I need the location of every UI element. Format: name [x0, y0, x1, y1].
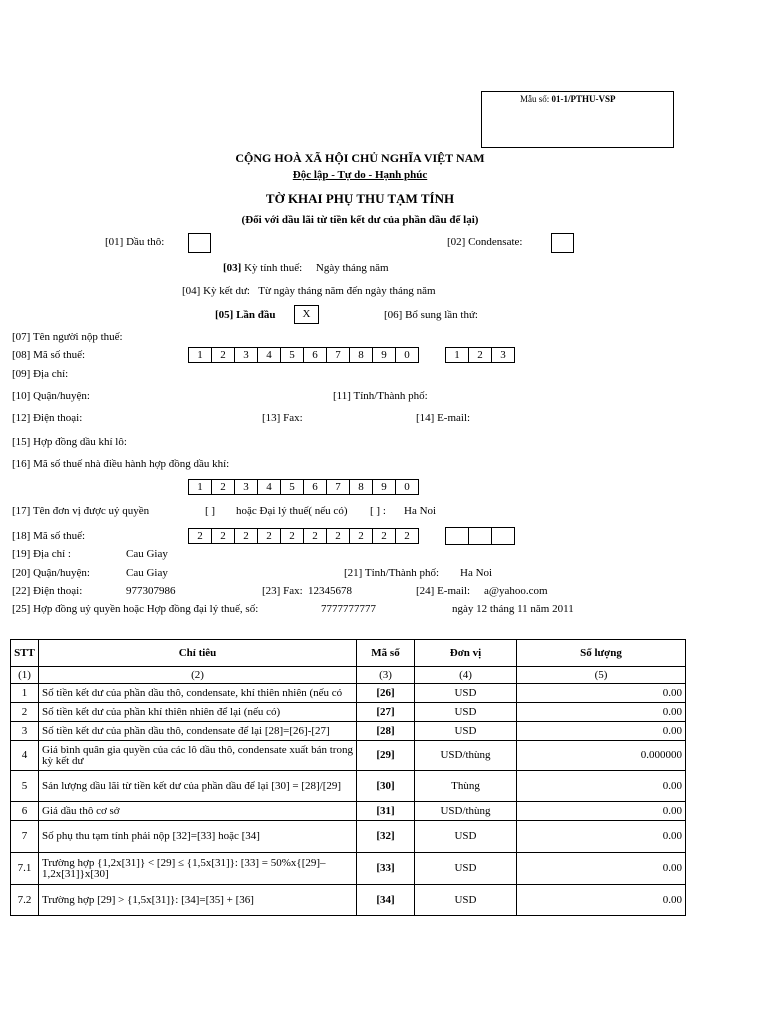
field-01-label: [01] Dầu thô: — [105, 236, 165, 248]
field-22: [22] Điện thoại: — [12, 585, 83, 597]
field-12: [12] Điện thoại: — [12, 412, 83, 424]
row-unit: USD — [415, 703, 517, 722]
header-desc: Chỉ tiêu — [39, 640, 357, 667]
table-row — [11, 703, 686, 722]
field-03: [03] Kỳ tính thuế: Ngày tháng năm — [223, 262, 389, 274]
digit-cell[interactable]: 5 — [280, 347, 304, 363]
field-14: [14] E-mail: — [416, 412, 471, 424]
row-desc: Số tiền kết dư của phần khí thiên nhiên để lại (nếu có) — [39, 703, 357, 722]
row-code: [26] — [357, 684, 415, 703]
digit-cell[interactable]: 8 — [349, 479, 373, 495]
row-unit: USD — [415, 885, 517, 916]
row-desc: Số tiền kết dư của phần dầu thô, condensate để lại [28]=[26]-[27] — [39, 722, 357, 741]
digit-cell[interactable]: 2 — [211, 347, 235, 363]
field-22-value: 977307986 — [126, 585, 176, 597]
digit-cell[interactable]: 0 — [395, 347, 419, 363]
country-title: CỘNG HOÀ XÃ HỘI CHỦ NGHĨA VIỆT NAM — [235, 151, 485, 165]
digit-cell[interactable]: 0 — [395, 479, 419, 495]
field-23: [23] Fax: — [262, 585, 303, 597]
row-code: [30] — [357, 771, 415, 802]
row-qty[interactable]: 0.00 — [517, 703, 686, 722]
table-row — [11, 802, 686, 821]
field-21: [21] Tỉnh/Thành phố: — [344, 567, 440, 579]
table-row — [11, 885, 686, 916]
digit-cell[interactable]: 5 — [280, 479, 304, 495]
field-04: [04] Kỳ kết dư: Từ ngày tháng năm đến ngày tháng năm — [182, 285, 436, 297]
field-10: [10] Quận/huyện: — [12, 390, 90, 402]
digit-cell[interactable]: 2 — [468, 347, 492, 363]
table-cell: (3) — [357, 667, 415, 684]
digit-cell[interactable]: 2 — [257, 528, 281, 544]
row-desc: Giá dầu thô cơ sở — [39, 802, 357, 821]
row-desc: Trường hợp [29] > {1,5x[31]}: [34]=[35] + [36] — [39, 885, 357, 916]
header-qty: Số lượng — [517, 640, 686, 667]
digit-cell[interactable]: 2 — [349, 528, 373, 544]
table-cell: (5) — [517, 667, 686, 684]
digit-cell[interactable] — [468, 527, 492, 545]
digit-cell[interactable]: 7 — [326, 347, 350, 363]
field-17-option-2[interactable]: [ ] : — [370, 505, 386, 517]
digit-cell[interactable]: 9 — [372, 347, 396, 363]
field-01-checkbox[interactable] — [188, 233, 211, 253]
field-05-label: [05] Lần đầu — [215, 309, 276, 321]
declaration-table — [10, 639, 686, 916]
digit-cell[interactable]: 4 — [257, 479, 281, 495]
field-21-value: Ha Noi — [460, 567, 493, 579]
digit-cell[interactable]: 2 — [280, 528, 304, 544]
digit-cell[interactable]: 2 — [326, 528, 350, 544]
field-19: [19] Địa chỉ : — [12, 548, 71, 560]
digit-cell[interactable]: 2 — [372, 528, 396, 544]
digit-cell[interactable]: 2 — [188, 528, 212, 544]
row-unit: USD — [415, 821, 517, 853]
row-stt: 7 — [11, 821, 39, 853]
row-stt: 7.2 — [11, 885, 39, 916]
digit-cell[interactable]: 4 — [257, 347, 281, 363]
row-stt: 2 — [11, 703, 39, 722]
table-row — [11, 684, 686, 703]
field-24-value: a@yahoo.com — [484, 585, 548, 597]
row-unit: USD — [415, 853, 517, 885]
digit-cell[interactable]: 7 — [326, 479, 350, 495]
row-unit: USD — [415, 722, 517, 741]
row-desc: Số tiền kết dư của phần dầu thô, condensate, khí thiên nhiên (nếu có — [39, 684, 357, 703]
row-desc: Trường hợp {1,2x[31]} < [29] ≤ {1,5x[31]}: [33] = 50%x{[29]–1,2x[31]}x[30] — [39, 853, 357, 885]
row-qty[interactable]: 0.00 — [517, 821, 686, 853]
digit-cell[interactable]: 3 — [234, 479, 258, 495]
digit-cell[interactable]: 2 — [211, 528, 235, 544]
field-25: [25] Hợp đồng uỷ quyền hoặc Hợp đồng đại lý thuế, số: — [12, 603, 259, 615]
row-code: [28] — [357, 722, 415, 741]
row-qty[interactable]: 0.00 — [517, 802, 686, 821]
form-code: Mẫu số: 01-1/PTHU-VSP — [520, 94, 616, 104]
row-code: [32] — [357, 821, 415, 853]
table-row — [11, 771, 686, 802]
form-subtitle: (Đối với dầu lãi từ tiền kết dư của phần dầu để lại) — [241, 214, 479, 226]
row-stt: 3 — [11, 722, 39, 741]
digit-cell[interactable]: 6 — [303, 479, 327, 495]
field-17-value: Ha Noi — [404, 505, 437, 517]
table-row — [11, 821, 686, 853]
field-25-date: ngày 12 tháng 11 năm 2011 — [452, 603, 574, 615]
row-desc: Sản lượng dầu lãi từ tiền kết dư của phần dầu để lại [30] = [28]/[29] — [39, 771, 357, 802]
field-11: [11] Tỉnh/Thành phố: — [333, 390, 428, 402]
field-06-label: [06] Bổ sung lần thứ: — [384, 309, 478, 321]
field-24: [24] E-mail: — [416, 585, 471, 597]
digit-cell[interactable]: 2 — [303, 528, 327, 544]
row-desc: Số phụ thu tạm tính phải nộp [32]=[33] hoặc [34] — [39, 821, 357, 853]
row-desc: Giá bình quân gia quyền của các lô dầu thô, condensate xuất bán trong kỳ kết dư — [39, 741, 357, 771]
row-unit: Thùng — [415, 771, 517, 802]
row-code: [27] — [357, 703, 415, 722]
field-02-label: [02] Condensate: — [447, 236, 523, 248]
field-16: [16] Mã số thuế nhà điều hành hợp đồng dầu khí: — [12, 458, 230, 470]
form-title: TỜ KHAI PHỤ THU TẠM TÍNH — [265, 191, 455, 206]
row-qty[interactable]: 0.000000 — [517, 741, 686, 771]
row-stt: 1 — [11, 684, 39, 703]
digit-cell[interactable]: 6 — [303, 347, 327, 363]
field-02-checkbox[interactable] — [551, 233, 574, 253]
field-23-value: 12345678 — [308, 585, 352, 597]
digit-cell[interactable]: 8 — [349, 347, 373, 363]
field-20: [20] Quận/huyện: — [12, 567, 90, 579]
row-qty[interactable]: 0.00 — [517, 885, 686, 916]
row-stt: 6 — [11, 802, 39, 821]
digit-cell[interactable]: 1 — [188, 479, 212, 495]
table-row — [11, 853, 686, 885]
table-row — [11, 722, 686, 741]
field-08-label: [08] Mã số thuế: — [12, 349, 86, 361]
digit-cell[interactable]: 2 — [234, 528, 258, 544]
row-unit: USD/thùng — [415, 802, 517, 821]
digit-cell[interactable]: 2 — [211, 479, 235, 495]
field-13: [13] Fax: — [262, 412, 303, 424]
table-cell: (1) — [11, 667, 39, 684]
row-stt: 4 — [11, 741, 39, 771]
digit-cell[interactable]: 3 — [234, 347, 258, 363]
digit-cell[interactable] — [491, 527, 515, 545]
row-unit: USD/thùng — [415, 741, 517, 771]
field-18-label: [18] Mã số thuế: — [12, 530, 86, 542]
table-cell: (4) — [415, 667, 517, 684]
row-code: [31] — [357, 802, 415, 821]
row-qty[interactable]: 0.00 — [517, 853, 686, 885]
digit-cell[interactable] — [445, 527, 469, 545]
row-code: [29] — [357, 741, 415, 771]
digit-cell[interactable]: 1 — [445, 347, 469, 363]
header-code: Mã số — [357, 640, 415, 667]
tax-code-08-digits — [188, 347, 418, 363]
tax-code-18-digits — [188, 528, 418, 544]
field-25-value: 7777777777 — [321, 603, 376, 615]
field-19-value: Cau Giay — [126, 548, 168, 560]
row-code: [33] — [357, 853, 415, 885]
row-qty[interactable]: 0.00 — [517, 684, 686, 703]
header-stt: STT — [11, 640, 39, 667]
row-code: [34] — [357, 885, 415, 916]
field-15: [15] Hợp đồng dầu khí lô: — [12, 436, 127, 448]
digit-cell[interactable]: 2 — [395, 528, 419, 544]
field-17-option-1[interactable]: [ ] — [205, 505, 216, 517]
row-stt: 5 — [11, 771, 39, 802]
tax-code-16-digits — [188, 479, 418, 495]
tax-code-08-branch — [445, 347, 514, 363]
field-05-checkbox[interactable]: X — [294, 305, 319, 324]
table-row — [11, 741, 686, 771]
field-17-option-1-text: hoặc Đại lý thuế( nếu có) — [236, 505, 348, 517]
field-17: [17] Tên đơn vị được uỷ quyền — [12, 505, 150, 517]
header-unit: Đơn vị — [415, 640, 517, 667]
row-qty[interactable]: 0.00 — [517, 771, 686, 802]
row-qty[interactable]: 0.00 — [517, 722, 686, 741]
field-09: [09] Địa chỉ: — [12, 368, 69, 380]
field-07: [07] Tên người nộp thuế: — [12, 331, 123, 343]
digit-cell[interactable]: 3 — [491, 347, 515, 363]
table-header-row — [11, 640, 686, 667]
row-stt: 7.1 — [11, 853, 39, 885]
row-unit: USD — [415, 684, 517, 703]
field-20-value: Cau Giay — [126, 567, 168, 579]
motto: Độc lập - Tự do - Hạnh phúc — [292, 169, 428, 181]
digit-cell[interactable]: 1 — [188, 347, 212, 363]
table-cell: (2) — [39, 667, 357, 684]
tax-code-18-branch — [445, 527, 514, 545]
table-index-row — [11, 667, 686, 684]
digit-cell[interactable]: 9 — [372, 479, 396, 495]
